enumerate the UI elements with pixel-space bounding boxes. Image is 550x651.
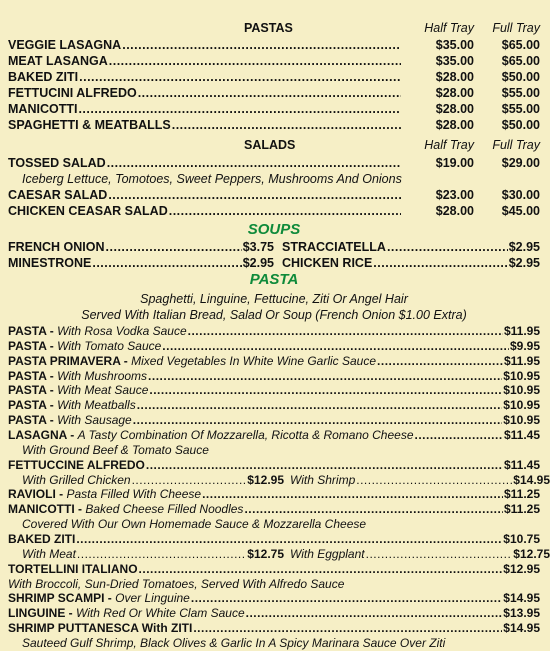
menu-item <box>274 255 540 271</box>
item-name: MANICOTTI <box>8 102 78 116</box>
item-desc: With Mushrooms <box>57 368 148 383</box>
item-price: $10.95 <box>503 383 540 398</box>
half-tray-label: Half Tray <box>424 21 474 35</box>
item-name: FRENCH ONION <box>8 240 105 254</box>
half-price: $28.00 <box>435 70 474 84</box>
full-price: $55.00 <box>501 86 540 100</box>
half-price: $19.00 <box>435 156 474 170</box>
half-tray-label: Half Tray <box>424 138 474 152</box>
menu-item <box>8 101 540 117</box>
menu-item <box>8 606 540 621</box>
item-name: BAKED ZITI <box>8 532 76 546</box>
item-price: $14.95 <box>503 591 540 606</box>
full-price: $65.00 <box>501 54 540 68</box>
item-name: PASTA - <box>8 338 54 353</box>
option-price: $12.75 <box>513 546 550 561</box>
item-desc: Pasta Filled With Cheese <box>66 487 202 502</box>
menu-item <box>8 562 540 577</box>
item-name: TOSSED SALAD <box>8 156 106 170</box>
item-price: $2.95 <box>508 256 540 270</box>
item-price: $11.45 <box>503 457 540 472</box>
item-description: Sauteed Gulf Shrimp, Black Olives & Garlic In A Spicy Marinara Sauce Over Ziti <box>22 636 446 650</box>
pasta-intro-served: Served With Italian Bread, Salad Or Soup (French Onion $1.00 Extra) <box>81 308 467 322</box>
item-desc: With Rosa Vodka Sauce <box>57 324 187 338</box>
menu-item <box>8 458 540 473</box>
item-price: $10.75 <box>503 532 540 546</box>
item-price: $11.25 <box>503 487 540 502</box>
item-name: FETTUCINI ALFREDO <box>8 86 137 100</box>
option-label: With Meat <box>22 546 76 561</box>
menu-item <box>8 369 540 384</box>
item-price: $12.95 <box>503 561 540 576</box>
menu-item <box>8 413 540 428</box>
full-price: $30.00 <box>501 188 540 202</box>
item-name: STRACCIATELLA <box>282 240 386 254</box>
menu-item <box>8 117 540 133</box>
item-price: $14.95 <box>503 621 540 636</box>
option-label: With Eggplant <box>290 546 365 561</box>
menu-item <box>8 354 540 369</box>
menu-item <box>8 428 540 443</box>
soup-row <box>8 255 540 271</box>
half-price: $28.00 <box>435 86 474 100</box>
menu-item <box>8 69 540 85</box>
menu-item <box>8 324 540 339</box>
item-description: With Ground Beef & Tomato Sauce <box>22 442 209 457</box>
item-name: LASAGNA - <box>8 428 75 442</box>
item-name: CHICKEN CEASAR SALAD <box>8 204 168 218</box>
menu-item <box>8 255 274 271</box>
item-price: $11.25 <box>503 502 540 517</box>
full-price: $29.00 <box>501 156 540 170</box>
item-description: Iceberg Lettuce, Tomotoes, Sweet Peppers, Mushrooms And Onions <box>22 172 402 186</box>
soup-row <box>8 239 540 255</box>
item-name: BAKED ZITI <box>8 70 79 84</box>
item-name: PASTA - <box>8 368 54 383</box>
item-name: PASTA - <box>8 413 54 428</box>
item-price: $2.95 <box>242 256 274 270</box>
item-name: PASTA PRIMAVERA - <box>8 353 128 368</box>
half-price: $35.00 <box>435 54 474 68</box>
menu-item <box>8 502 540 517</box>
item-desc: With Red Or White Clam Sauce <box>76 606 245 621</box>
item-name: MANICOTTI - <box>8 502 82 517</box>
item-price: $10.95 <box>503 398 540 413</box>
item-price: $9.95 <box>509 338 540 353</box>
item-desc: With Meat Sauce <box>57 383 149 398</box>
full-price: $50.00 <box>501 70 540 84</box>
item-price: $2.95 <box>508 240 540 254</box>
item-description: With Broccoli, Sun-Dried Tomatoes, Served With Alfredo Sauce <box>8 576 345 591</box>
full-price: $55.00 <box>501 102 540 116</box>
pastas-title: PASTAS <box>244 21 293 35</box>
item-description: Covered With Our Own Homemade Sauce & Mozzarella Cheese <box>22 517 367 532</box>
item-name: VEGGIE LASAGNA <box>8 38 122 52</box>
menu-item <box>8 621 540 636</box>
item-name: CHICKEN RICE <box>282 256 373 270</box>
item-name: MINESTRONE <box>8 256 92 270</box>
item-name: LINGUINE - <box>8 606 73 621</box>
item-desc: With Tomato Sauce <box>57 338 162 353</box>
item-price: $10.95 <box>503 413 540 428</box>
half-price: $23.00 <box>435 188 474 202</box>
item-name: RAVIOLI - <box>8 487 64 502</box>
item-name: MEAT LASANGA <box>8 54 108 68</box>
salads-header <box>8 137 540 153</box>
item-price: $11.45 <box>503 428 540 442</box>
menu-item <box>8 532 540 547</box>
pasta-title: PASTA <box>249 271 299 288</box>
option-row <box>8 472 550 488</box>
menu-item <box>274 239 540 255</box>
menu-item <box>8 37 540 53</box>
item-price: $10.95 <box>503 368 540 383</box>
item-desc: With Meatballs <box>57 398 136 413</box>
item-desc: Baked Cheese Filled Noodles <box>85 502 244 517</box>
full-price: $50.00 <box>501 118 540 132</box>
item-price: $13.95 <box>503 606 540 621</box>
item-name: TORTELLINI ITALIANO <box>8 561 138 576</box>
option-row <box>8 546 550 562</box>
option-price: $12.75 <box>247 546 284 561</box>
full-tray-label: Full Tray <box>492 21 540 35</box>
full-tray-label: Full Tray <box>492 138 540 152</box>
menu-item <box>8 85 540 101</box>
full-price: $65.00 <box>501 38 540 52</box>
menu-item <box>8 203 540 219</box>
item-name: SHRIMP SCAMPI - <box>8 591 112 606</box>
item-name: SHRIMP PUTTANESCA With ZITI <box>8 621 193 636</box>
menu-item <box>8 383 540 398</box>
item-price: $11.95 <box>503 324 540 338</box>
item-name: CAESAR SALAD <box>8 188 108 202</box>
item-name: FETTUCCINE ALFREDO <box>8 457 145 472</box>
half-price: $28.00 <box>435 204 474 218</box>
menu-item <box>8 155 540 171</box>
option-price: $14.95 <box>513 472 550 487</box>
item-name: PASTA - <box>8 398 54 413</box>
pastas-header <box>8 20 540 36</box>
item-price: $3.75 <box>242 240 274 254</box>
soups-title: SOUPS <box>247 221 301 238</box>
menu-item <box>8 487 540 502</box>
full-price: $45.00 <box>501 204 540 218</box>
half-price: $28.00 <box>435 118 474 132</box>
option-label: With Grilled Chicken <box>22 472 131 487</box>
item-desc: Over Linguine <box>115 591 190 606</box>
salads-title: SALADS <box>244 138 296 152</box>
item-desc: Mixed Vegetables In White Wine Garlic Sauce <box>131 353 377 368</box>
menu-item <box>8 53 540 69</box>
item-price: $11.95 <box>503 353 540 368</box>
option-price: $12.95 <box>247 472 284 487</box>
item-desc: A Tasty Combination Of Mozzarella, Ricotta & Romano Cheese <box>77 428 414 442</box>
half-price: $28.00 <box>435 102 474 116</box>
item-name: SPAGHETTI & MEATBALLS <box>8 118 171 132</box>
item-name: PASTA - <box>8 324 54 338</box>
option-label: With Shrimp <box>290 472 356 487</box>
menu-item <box>8 398 540 413</box>
menu-item <box>8 239 274 255</box>
menu-item <box>8 187 540 203</box>
half-price: $35.00 <box>435 38 474 52</box>
item-name: PASTA - <box>8 383 54 398</box>
menu-item <box>8 339 540 354</box>
pasta-intro: Spaghetti, Linguine, Fettucine, Ziti Or Angel Hair <box>140 292 408 306</box>
item-desc: With Sausage <box>57 413 132 428</box>
menu-item <box>8 591 540 606</box>
